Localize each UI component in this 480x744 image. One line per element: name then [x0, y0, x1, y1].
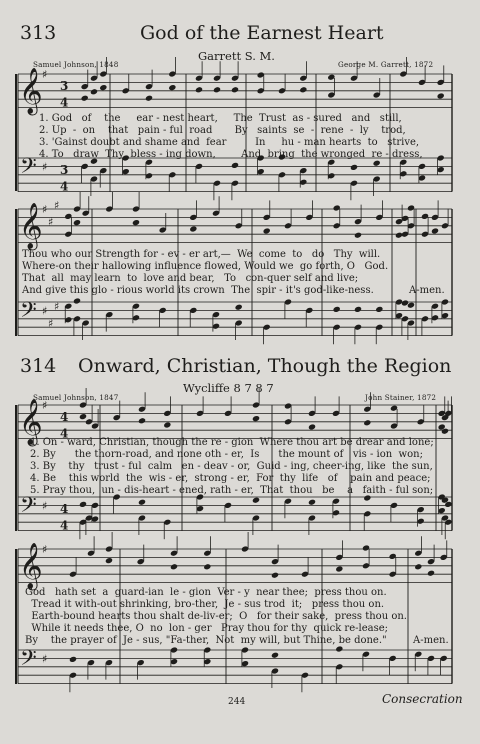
tune-name: Garrett S. M. — [198, 49, 275, 63]
verse-line: And give this glo - rious world its crown The spir - it's god-like-ness. — [22, 285, 374, 296]
note-head — [145, 95, 153, 102]
amen: A-men. — [409, 285, 445, 296]
treble-clef-icon: 𝄞 — [19, 203, 43, 249]
verse-line: 4. To draw Thy bless - ing down, And bring the wronged re - dress, — [39, 149, 423, 160]
tune-name: Wycliffe 8 7 8 7 — [183, 381, 274, 395]
treble-clef-icon: 𝄞 — [19, 543, 43, 589]
note-head — [79, 413, 87, 420]
time-signature: 3 — [60, 162, 69, 177]
note-head — [335, 565, 343, 572]
note-head — [163, 421, 171, 428]
treble-staff — [18, 549, 452, 583]
verse-line: 5. Pray thou, un - dis-heart - ened, rath - er, That thou be a faith - ful son; — [30, 485, 434, 496]
words-credit: Samuel Johnson, 1848 — [33, 60, 119, 69]
treble-clef-icon: 𝄞 — [19, 399, 43, 445]
note-head — [81, 95, 89, 102]
hymn-number: 314 — [20, 355, 57, 377]
bass-staff — [18, 302, 452, 336]
hymn-title: God of the Earnest Heart — [140, 22, 384, 44]
note-head — [138, 417, 146, 424]
note-head — [213, 86, 221, 93]
music-credit: John Stainer, 1872 — [365, 393, 437, 402]
time-signature: 4 — [60, 95, 69, 110]
note-head — [235, 304, 243, 311]
note-head — [105, 557, 113, 564]
time-signature: 4 — [60, 179, 69, 194]
note-head — [170, 563, 178, 570]
note-head — [99, 84, 107, 91]
verse-line: God hath set a guard-ian le - gion Ver - y near thee; press thou on. — [25, 587, 387, 598]
note-head — [427, 570, 435, 577]
note-head — [231, 162, 239, 169]
amen: A-men. — [413, 635, 449, 646]
note-head — [333, 306, 341, 313]
verse-line: 4. Be this world the wis - er, strong - er, For thy life of pain and peace; — [30, 473, 431, 484]
words-credit: Samuel Johnson, 1847 — [33, 393, 119, 402]
hymn-number: 313 — [20, 22, 57, 44]
sharp-icon: ♯ — [42, 203, 48, 216]
verses-block-3 — [30, 437, 434, 497]
note-head — [252, 497, 260, 504]
verse-line: By the prayer of Je - sus, "Fa-ther, Not my will, but Thine, be done." — [25, 635, 387, 646]
bass-clef-icon: 𝄢 — [20, 646, 37, 676]
note-head — [354, 306, 362, 313]
section-name: Consecration — [382, 692, 463, 706]
verse-line: Thou who our Strength for - ev - er art,— We come to do Thy will. — [22, 249, 381, 260]
verse-line: Earth-bound hearts thou shalt de-liv-er; O for their sake, press thou on. — [25, 611, 407, 622]
note-head — [271, 572, 279, 579]
note-head — [73, 219, 81, 226]
verse-line: Tread it with-out shrinking, bro-ther, Je - sus trod it; press thou on. — [25, 599, 385, 610]
verse-line: That all may learn to love and bear, To con-quer self and live; — [22, 273, 359, 284]
time-signature: 4 — [60, 409, 69, 424]
verse-line: 3. 'Gainst doubt and shame and fear In hu - man hearts to strive, — [39, 137, 420, 148]
verse-line: While it needs thee, O no lon - ger Pray thou for thy quick re-lease; — [25, 623, 389, 634]
time-signature: 4 — [60, 501, 69, 516]
sharp-icon: ♯ — [42, 399, 48, 412]
verses-block-4 — [25, 587, 407, 647]
music-credit: George M. Garrett, 1872 — [338, 60, 434, 69]
sharp-icon: ♯ — [54, 300, 60, 314]
note-head — [375, 306, 383, 313]
hymn-title: Onward, Christian, Though the Region — [78, 355, 452, 377]
note-head — [363, 419, 371, 426]
bass-clef-icon: 𝄢 — [20, 493, 37, 523]
note-head — [138, 499, 146, 506]
note-head — [263, 227, 271, 234]
note-head — [189, 225, 197, 232]
verses-block-1 — [39, 113, 423, 161]
note-head — [299, 86, 307, 93]
sharp-icon: ♯ — [42, 499, 48, 513]
page-number: 244 — [228, 697, 246, 707]
verses-block-2 — [22, 249, 388, 297]
treble-staff — [18, 405, 452, 439]
time-signature: 3 — [60, 78, 69, 93]
note-head — [73, 297, 81, 304]
sharp-icon: ♯ — [48, 215, 54, 229]
time-signature: 4 — [60, 518, 69, 533]
bass-clef-icon: 𝄢 — [20, 154, 37, 184]
verse-line: 2. By the thorn-road, and none oth - er, Is the mount of vis - ion won; — [30, 449, 423, 460]
note-head — [308, 423, 316, 430]
note-head — [354, 232, 362, 239]
note-head — [79, 501, 87, 508]
note-head — [437, 92, 445, 99]
sharp-icon: ♯ — [42, 68, 48, 81]
sharp-icon: ♯ — [42, 543, 48, 556]
note-head — [90, 88, 98, 95]
bass-staff — [18, 650, 452, 684]
sharp-icon: ♯ — [42, 304, 48, 318]
verse-line: 2. Up - on that pain - ful road By saints se - rene - ly trod, — [39, 125, 406, 136]
verse-line: 3. By thy trust - ful calm en - deav - or, Guid - ing, cheer-ing, like the sun, — [30, 461, 433, 472]
note-head — [308, 499, 316, 506]
note-head — [252, 415, 260, 422]
note-head — [271, 652, 279, 659]
time-signature: 4 — [60, 426, 69, 441]
sharp-icon: ♯ — [42, 652, 48, 666]
note-head — [195, 86, 203, 93]
verse-line: 1. On - ward, Christian, though the re - gion Where thou art be drear and lone; — [30, 437, 434, 448]
note-head — [431, 227, 439, 234]
note-head — [132, 219, 140, 226]
note-head — [350, 164, 358, 171]
note-head — [168, 84, 176, 91]
bass-clef-icon: 𝄢 — [20, 298, 37, 328]
verse-line: 1. God of the ear - nest heart, The Trust as - sured and still, — [39, 113, 402, 124]
sharp-icon: ♯ — [54, 198, 60, 212]
sharp-icon: ♯ — [42, 160, 48, 174]
note-head — [203, 563, 211, 570]
treble-clef-icon: 𝄞 — [19, 68, 43, 114]
sharp-icon: ♯ — [48, 317, 54, 330]
note-head — [69, 656, 77, 663]
note-head — [414, 563, 422, 570]
verse-line: Where-on their hallowing influence flowed, Would we go forth, O God. — [22, 261, 389, 272]
note-head — [231, 86, 239, 93]
